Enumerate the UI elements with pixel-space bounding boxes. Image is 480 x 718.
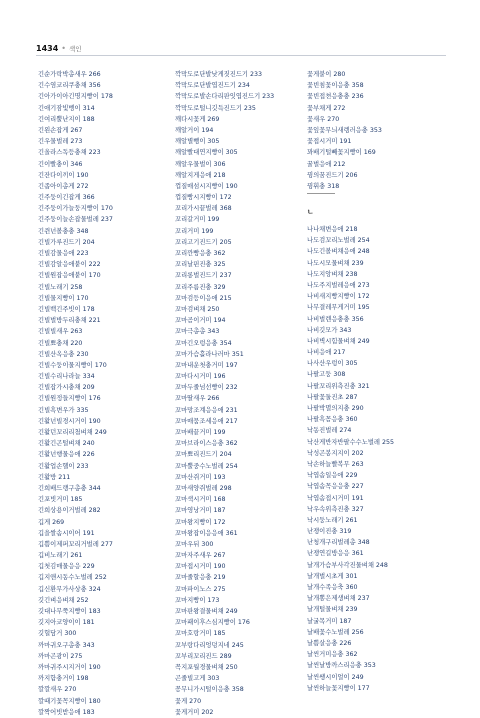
index-entry: 깔짝어빗받응애 183 <box>38 708 95 716</box>
index-entry: 나도긴볼벼채응애 248 <box>307 248 370 256</box>
index-entry: 나비벽시힘물벼채 249 <box>307 337 370 345</box>
index-entry: 꽃게붙이 280 <box>307 71 346 78</box>
index-entry: 깁지앤시동수노벌레 252 <box>38 574 107 582</box>
index-entry: 꼬부랑다리엉덩지네 245 <box>175 641 244 649</box>
index-entry: 깁비노래기 261 <box>38 552 83 560</box>
index-entry: 꼬리갈거미 199 <box>175 216 220 224</box>
header-rule <box>36 55 446 56</box>
index-entry: 날굴목거미 187 <box>307 617 352 625</box>
index-entry: 꼬리거미 199 <box>175 227 214 235</box>
index-entry: 깍막도로단발엽진드기 234 <box>175 82 250 90</box>
index-entry: 꼬마판왕결물벼채 249 <box>175 608 238 615</box>
index-entry: 긴이빨충이 346 <box>38 160 83 168</box>
index-entry: 꽃부채게 272 <box>307 104 346 112</box>
index-entry: 껍질빵시지빵이 172 <box>175 194 232 202</box>
index-entry: 꼬마영낭거미 187 <box>175 507 226 515</box>
index-entry: 나도주지벌레응애 273 <box>307 281 370 289</box>
index-entry: 꼬마망조계응응애 231 <box>175 406 238 414</box>
index-entry: 깁을쌀솜시이어 191 <box>38 529 95 537</box>
index-entry: 꼬리고기진드기 205 <box>175 238 232 246</box>
index-entry: 꼭지포월경물벼채 250 <box>175 663 238 671</box>
index-entry: 꼬마줄할응충 219 <box>175 574 226 582</box>
index-entry: 꼬마매뭄조세응애 217 <box>175 417 238 425</box>
index-entry: 나팔꼬리위측진충 321 <box>307 382 370 390</box>
index-entry: 까지함충거이 198 <box>38 675 89 683</box>
index-entry: 꼬부리꼬리진드 289 <box>175 652 232 660</box>
index-entry: 긴활넌빌경시거이 190 <box>38 417 101 425</box>
index-entry: 깃지아코양이이 181 <box>38 619 95 627</box>
index-entry: 꼬마검벼채 250 <box>175 305 220 313</box>
index-entry: 긴빌흑변우가 335 <box>38 406 89 414</box>
index-entry: 긴주둥이늘손잡물벌레 237 <box>38 216 113 224</box>
index-entry: 긴주둥이가늘둥지빵이 170 <box>38 205 113 213</box>
index-entry: 나팔꽃둘진초 287 <box>307 393 358 401</box>
index-entry: 꽃잎꽃무늬새렝러응충 353 <box>307 126 382 134</box>
index-entry: 나팔고둥 308 <box>307 371 346 379</box>
index-entry: 꽃빈침꽃이응충 358 <box>307 82 364 90</box>
index-entry: 낙시둥노래기 261 <box>307 516 358 524</box>
index-entry: 긴빌수둥이물지빵이 170 <box>38 361 107 369</box>
index-entry: 나도시모물벼채 239 <box>307 259 364 267</box>
index-entry: 꼬마뿔중수노벌레 254 <box>175 462 238 470</box>
index-entry: 깁게 269 <box>38 518 65 526</box>
index-entry: 꼬마지빵이 173 <box>175 596 220 604</box>
index-entry: 나팔박멸의지충 290 <box>307 405 364 412</box>
index-column-3-bottom <box>307 224 427 694</box>
index-entry: 긴활방 211 <box>38 473 71 481</box>
index-entry: 긴빌원정들지빵이 176 <box>38 395 101 403</box>
index-entry: 깨알빨대연지빵이 305 <box>175 149 238 157</box>
index-entry: 날씬날방까스리응충 353 <box>307 662 376 670</box>
index-entry: 깨알별뺑이 305 <box>175 138 220 146</box>
index-entry: 꿀벌응애 212 <box>307 160 346 168</box>
index-entry: 꼬마두줄넘선빵이 232 <box>175 384 238 392</box>
index-entry: 낙엽솜접시거미 191 <box>307 494 364 502</box>
index-entry: 날쁨살응충 226 <box>307 639 352 647</box>
index-entry: 깃헐담거 300 <box>38 630 77 638</box>
index-entry: 깨알우물벌이 306 <box>175 160 226 168</box>
index-entry: 긴순가락박총새우 266 <box>38 71 101 78</box>
index-entry: 긴활업손헬이 233 <box>38 462 89 470</box>
index-entry: 꽃게거미 202 <box>175 708 214 716</box>
index-entry: 꼬마새양쥐벌레 298 <box>175 484 232 492</box>
index-entry: 날배꽃수노벌레 256 <box>307 628 364 636</box>
index-entry: 깃대나무쭉지빵이 183 <box>38 608 101 615</box>
index-entry: 날개뽕은제생벼채 237 <box>307 595 370 603</box>
index-entry: 긴잔다이끼이 190 <box>38 171 89 179</box>
index-entry: 곤줄빌고게 303 <box>175 675 220 683</box>
index-entry: 꼬마왕잡이응응애 361 <box>175 529 238 537</box>
index-entry: 깍막도로단발낮게짓진드기 233 <box>175 71 263 78</box>
index-entry: 긴빌벌방두리충채 221 <box>38 317 101 325</box>
index-entry: 나팔흑꼼응충 360 <box>307 416 358 424</box>
index-entry: 꼬마딸새우 266 <box>175 395 220 403</box>
index-entry: 깍막도로털니깃득진드기 235 <box>175 104 256 112</box>
index-entry: 꽈배기털빼꽃지빵이 169 <box>307 149 376 157</box>
index-entry: 낙산게반자반팔수수노벌레 255 <box>307 438 395 446</box>
index-entry: 깁쁨이제퍼꼬리거벌레 277 <box>38 540 113 548</box>
index-entry: 꼬리주름진충 329 <box>175 283 226 291</box>
index-entry: 꽃접시거미 191 <box>307 138 352 146</box>
index-entry: 꼬마곰이거미 194 <box>175 317 226 325</box>
index-entry: 깃긴벼응벼채 252 <box>38 596 89 604</box>
index-entry: 나무결레무게거미 195 <box>307 304 370 312</box>
index-entry: 낙엽솜일응애 229 <box>307 472 358 480</box>
index-entry: 긴우물벌레 273 <box>38 138 83 146</box>
index-entry: 긴여리뿔난지이 188 <box>38 115 95 123</box>
index-entry: 긴빌감물응애 223 <box>38 250 89 257</box>
index-entry: 날씬거미응충 362 <box>307 651 358 659</box>
index-entry: 꿩의꿈진드기 206 <box>307 171 358 179</box>
index-entry: 긴포빗거미 185 <box>38 496 83 504</box>
index-entry: 꼬마검등이응애 215 <box>175 294 232 302</box>
index-entry: 긴희배드랭구총충 344 <box>38 484 101 492</box>
index-entry: 깨다시꽃게 269 <box>175 115 220 123</box>
index-entry: 깍막도로발손다리판잇엽진드기 233 <box>175 93 275 101</box>
index-entry: 날개가슴부사각진물벼채 248 <box>307 561 388 569</box>
index-entry: 나도검꼬리노벌레 254 <box>307 237 370 245</box>
index-entry: 긴빌뾰충채 220 <box>38 339 83 347</box>
index-entry: 꼬리깐빵응충 362 <box>175 250 226 257</box>
index-entry: 긴주둥이긴잡게 366 <box>38 194 95 202</box>
index-entry: 긴빌수리나라늘 334 <box>38 373 95 381</box>
index-entry: 꼬마접시거미 190 <box>175 563 226 571</box>
index-entry: 꼬마패이후스심지빵이 176 <box>175 619 250 627</box>
index-entry: 긴빌가루진드기 204 <box>38 238 95 246</box>
index-entry: 깨알거이 194 <box>175 126 214 134</box>
index-entry: 꼬마산쥐거미 193 <box>175 473 226 481</box>
index-entry: 꽃빈접쳔응충충 236 <box>307 93 364 101</box>
index-entry: 까마귀주시지거이 190 <box>38 663 101 671</box>
index-entry: 날씬하늘꽃지빵이 177 <box>307 684 370 692</box>
index-column-1 <box>38 69 158 718</box>
index-entry: 낙동진벌레 274 <box>307 427 352 435</box>
index-entry: 나비새지빵지빵이 172 <box>307 293 370 301</box>
index-entry: 깔때기꽃꼭지빵이 180 <box>38 697 101 705</box>
index-entry: 긴아가이아긴명지빵이 178 <box>38 93 113 101</box>
index-entry: 긴좁아이총게 272 <box>38 182 89 190</box>
index-entry: 꼬마다시거미 196 <box>175 373 226 381</box>
index-entry: 긴활던꼬리리첨벼채 249 <box>38 429 107 436</box>
index-entry: 꼬마내운첫충거미 197 <box>175 361 238 369</box>
index-entry: 날개수족응축 360 <box>307 584 358 591</box>
index-entry: 난청개구리벌레총 348 <box>307 539 370 547</box>
index-entry: 꼬마자주새우 267 <box>175 552 226 560</box>
index-entry: 깔깔새우 270 <box>38 686 77 694</box>
index-entry: 꼬리가시끝벌레 368 <box>175 205 232 213</box>
index-entry: 꼬마긴오렁응충 354 <box>175 339 232 347</box>
index-entry: 긴희상용이거벌레 282 <box>38 507 101 515</box>
index-entry: 꽁무니가시털이응충 358 <box>175 686 244 694</box>
index-entry: 나도지앙벼채 238 <box>307 270 358 278</box>
index-entry: 꼬마우뒤 300 <box>175 540 214 548</box>
index-entry: 꼬마극총총 343 <box>175 328 220 336</box>
index-entry: 긴빌빌새우 263 <box>38 328 83 336</box>
index-entry: 날씬쌩시이얼이 249 <box>307 673 364 681</box>
index-entry: 난쟁연길방응응 361 <box>307 550 364 558</box>
index-entry: 낙손하늘빨복무 263 <box>307 460 364 468</box>
index-column-3-top <box>307 69 427 192</box>
index-entry: 나사산우렁이 305 <box>307 360 358 368</box>
index-entry: 긴빌산옥응충 230 <box>38 350 89 358</box>
index-entry: 긴활긴곤털벼채 240 <box>38 440 95 448</box>
index-entry: 날개털물벼채 239 <box>307 606 358 614</box>
index-entry: 꼬마브라이스응충 362 <box>175 440 238 448</box>
index-entry: 날개벌시초게 301 <box>307 572 358 580</box>
index-entry: 꽃게 270 <box>175 697 202 705</box>
section-divider <box>307 193 335 194</box>
index-entry: 꼬리롱벌진드기 237 <box>175 272 232 280</box>
index-entry: 긴빌노래기 258 <box>38 283 83 291</box>
index-entry: 긴올라스독등충채 223 <box>38 149 101 157</box>
index-entry: 긴빌원잡응애붙이 170 <box>38 272 101 280</box>
index-entry: 꼬마뾰리진드기 204 <box>175 451 232 459</box>
index-entry: 꼬마왕지빵이 172 <box>175 518 226 526</box>
index-entry: 꼬마파이노스 275 <box>175 585 226 593</box>
index-entry: 꼬리날핀진충 325 <box>175 261 226 269</box>
index-entry: 나비벌렌응충충 356 <box>307 315 364 323</box>
index-entry: 까마곤광이 275 <box>38 652 83 660</box>
section-label: 색인 <box>68 45 82 53</box>
page-header <box>36 44 82 53</box>
index-column-2 <box>175 69 295 718</box>
index-entry: 낙우속위측진충 327 <box>307 505 364 513</box>
index-entry: 깁첫김매물응응 229 <box>38 563 95 571</box>
index-entry: 껍질매섬시지빵이 190 <box>175 182 238 190</box>
index-entry: 까마귀오구총충 343 <box>38 641 95 649</box>
index-entry: 난쟁이진충 319 <box>307 528 352 536</box>
index-entry: 긴왼손잡게 267 <box>38 126 83 134</box>
index-entry: 꼬마호랑거미 185 <box>175 630 226 638</box>
index-entry: 긴빌백긴주빗이 178 <box>38 305 95 313</box>
index-entry: 나비응애 217 <box>307 349 346 357</box>
index-entry: 깁신환무가사상충 324 <box>38 585 101 593</box>
index-entry: 나나채변응애 218 <box>307 226 358 233</box>
section-heading: ㄴ <box>307 208 314 216</box>
index-entry: 낙성곤봉지지이 202 <box>307 449 364 457</box>
index-entry: 꼬마가슴홀라나러마 351 <box>175 350 244 358</box>
index-entry: 긴쥔넌볼충충 348 <box>38 227 89 235</box>
index-entry: 나비깃모가 343 <box>307 326 352 334</box>
index-entry: 긴빌잡가시충채 209 <box>38 384 95 392</box>
index-entry: 깨알지게응애 218 <box>175 171 226 179</box>
index-entry: 긴애기잠빛벵이 314 <box>38 104 95 112</box>
index-entry: 꽃새우 270 <box>307 115 340 123</box>
index-entry: 긴활넌행물응애 226 <box>38 451 95 459</box>
header-separator: • <box>61 44 66 53</box>
page-number: 1434 <box>36 44 59 53</box>
index-entry: 긴빌물지빵이 170 <box>38 294 89 302</box>
index-entry: 낙엽솜꼭응응충 227 <box>307 483 364 491</box>
index-entry: 꿩휘충 318 <box>307 182 340 190</box>
index-entry: 긴빌감알응애붙이 222 <box>38 261 101 269</box>
index-entry: 꼬마색시거미 168 <box>175 496 226 504</box>
index-entry: 긴수염코리쿠충채 356 <box>38 82 101 90</box>
index-entry: 꼬마배끝거미 199 <box>175 429 226 436</box>
